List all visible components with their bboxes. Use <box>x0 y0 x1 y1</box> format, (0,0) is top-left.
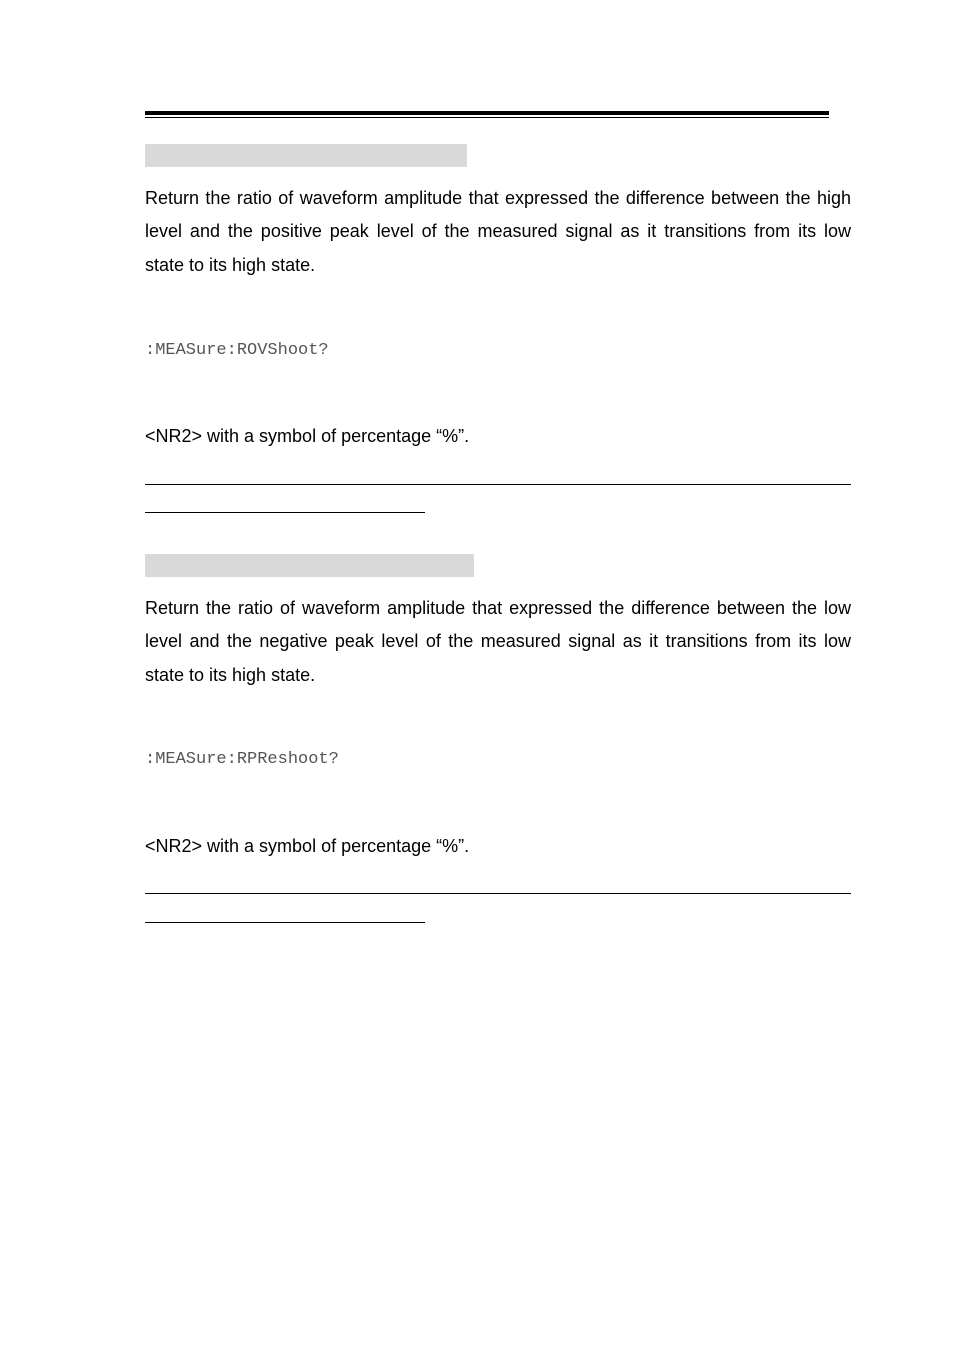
section-description: Return the ratio of waveform amplitude that expressed the difference between the high level and the positive peak level of the measured signal as it transitions from its low state to its high state. <box>145 188 851 275</box>
header-rule <box>145 111 829 115</box>
return-format: <NR2> with a symbol of percentage “%”. <box>145 836 470 856</box>
return-format: <NR2> with a symbol of percentage “%”. <box>145 426 470 446</box>
section-divider <box>145 484 851 485</box>
command-syntax: :MEASure:ROVShoot? <box>145 341 329 360</box>
section-description: Return the ratio of waveform amplitude that expressed the difference between the low level and the negative peak level of the measured signal as it transitions from its low state to its high state. <box>145 598 851 685</box>
section-divider-short <box>145 512 425 513</box>
header-rule-thin <box>145 117 829 118</box>
section-divider <box>145 893 851 894</box>
command-syntax: :MEASure:RPReshoot? <box>145 750 339 769</box>
section-heading-bar <box>145 144 467 167</box>
section-heading-bar <box>145 554 474 577</box>
section-divider-short <box>145 922 425 923</box>
